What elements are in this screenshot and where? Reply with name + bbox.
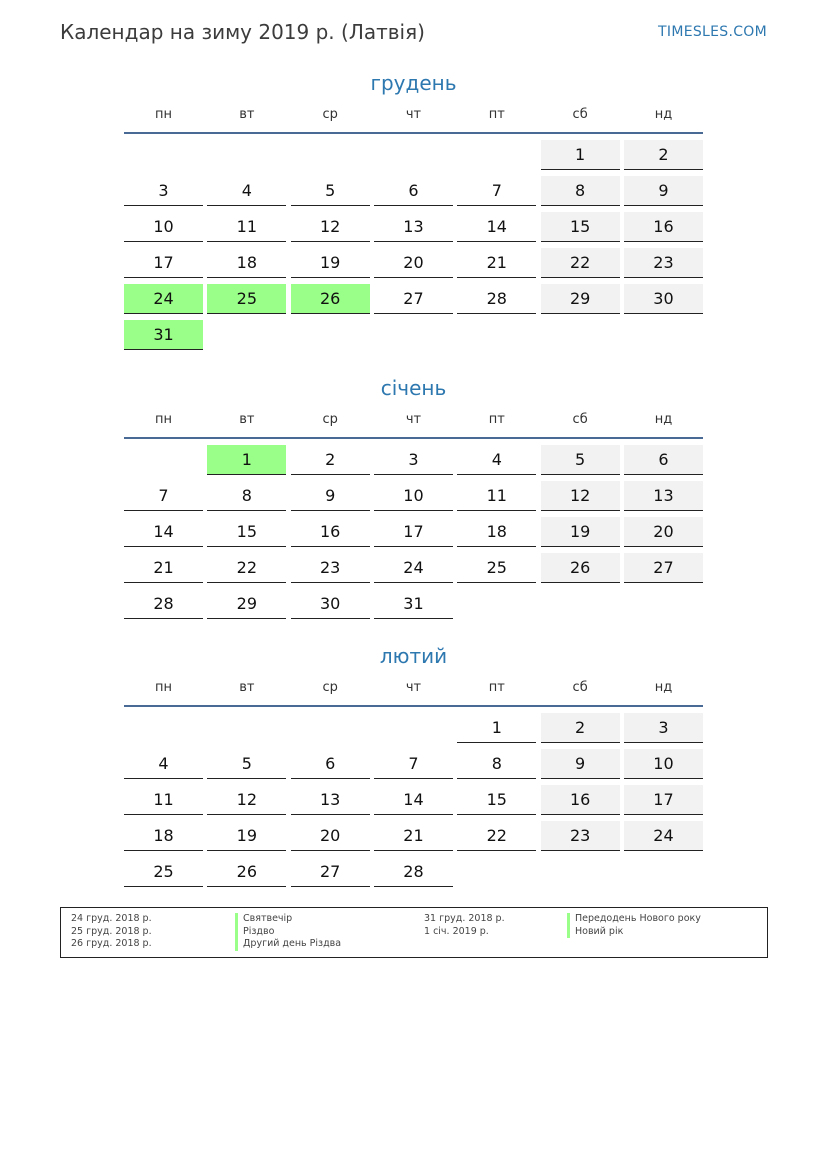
empty-cell	[291, 140, 370, 170]
day-grid	[124, 140, 703, 350]
weekday-label: ср	[322, 680, 338, 695]
weekday-label: чт	[405, 412, 422, 427]
weekday-label: сб	[572, 680, 588, 695]
day-cell: 19	[541, 517, 620, 547]
day-cell: 18	[207, 248, 286, 278]
empty-cell	[374, 713, 453, 743]
month-january	[124, 373, 703, 619]
day-cell: 1	[207, 445, 286, 475]
day-cell: 29	[541, 284, 620, 314]
day-cell: 26	[541, 553, 620, 583]
day-cell: 24	[624, 821, 703, 851]
month-title: лютий	[379, 644, 448, 668]
empty-cell	[124, 140, 203, 170]
day-cell: 21	[374, 821, 453, 851]
day-cell: 1	[457, 713, 536, 743]
weekday-label: пн	[155, 107, 172, 122]
day-cell: 3	[124, 176, 203, 206]
day-cell: 12	[207, 785, 286, 815]
weekday-label: ср	[322, 107, 338, 122]
day-cell: 17	[374, 517, 453, 547]
day-cell: 5	[541, 445, 620, 475]
day-cell: 20	[374, 248, 453, 278]
day-cell: 30	[291, 589, 370, 619]
day-cell: 7	[374, 749, 453, 779]
day-cell: 10	[624, 749, 703, 779]
legend-name: Святвечір	[235, 913, 341, 926]
day-cell: 16	[541, 785, 620, 815]
day-cell: 7	[457, 176, 536, 206]
day-cell: 12	[541, 481, 620, 511]
day-cell: 21	[457, 248, 536, 278]
weekday-header	[124, 677, 703, 707]
day-cell: 20	[624, 517, 703, 547]
legend-dates-right	[424, 913, 505, 938]
day-cell: 5	[207, 749, 286, 779]
month-title: грудень	[370, 71, 457, 95]
weekday-label: пн	[155, 680, 172, 695]
day-cell: 10	[124, 212, 203, 242]
day-cell: 26	[291, 284, 370, 314]
day-cell: 8	[541, 176, 620, 206]
weekday-header	[124, 409, 703, 439]
day-cell: 20	[291, 821, 370, 851]
day-cell: 6	[291, 749, 370, 779]
weekday-label: нд	[654, 107, 673, 122]
empty-cell	[207, 140, 286, 170]
day-cell: 15	[457, 785, 536, 815]
day-cell: 8	[207, 481, 286, 511]
day-cell: 24	[374, 553, 453, 583]
day-cell: 8	[457, 749, 536, 779]
day-cell: 22	[207, 553, 286, 583]
day-cell: 25	[207, 284, 286, 314]
day-cell: 9	[291, 481, 370, 511]
day-cell: 1	[541, 140, 620, 170]
day-cell: 11	[124, 785, 203, 815]
page-title: Календар на зиму 2019 р. (Латвія)	[60, 20, 425, 44]
empty-cell	[124, 445, 203, 475]
day-cell: 11	[207, 212, 286, 242]
weekday-label: пт	[488, 107, 505, 122]
weekday-label: вт	[239, 412, 255, 427]
day-cell: 27	[374, 284, 453, 314]
day-cell: 9	[541, 749, 620, 779]
day-cell: 21	[124, 553, 203, 583]
legend-dates-left	[71, 913, 152, 951]
day-cell: 23	[291, 553, 370, 583]
day-cell: 7	[124, 481, 203, 511]
day-cell: 13	[624, 481, 703, 511]
month-title: січень	[380, 376, 447, 400]
empty-cell	[291, 713, 370, 743]
empty-cell	[374, 140, 453, 170]
day-cell: 27	[624, 553, 703, 583]
holiday-legend	[60, 907, 768, 958]
weekday-label: вт	[239, 680, 255, 695]
weekday-header	[124, 104, 703, 134]
day-cell: 25	[124, 857, 203, 887]
day-cell: 24	[124, 284, 203, 314]
month-february	[124, 641, 703, 887]
day-cell: 19	[207, 821, 286, 851]
weekday-label: нд	[654, 680, 673, 695]
day-cell: 19	[291, 248, 370, 278]
day-cell: 4	[124, 749, 203, 779]
day-cell: 17	[124, 248, 203, 278]
day-cell: 28	[457, 284, 536, 314]
day-cell: 15	[207, 517, 286, 547]
legend-names-left	[235, 913, 341, 951]
day-cell: 22	[541, 248, 620, 278]
weekday-label: пт	[488, 412, 505, 427]
day-cell: 14	[124, 517, 203, 547]
day-cell: 3	[624, 713, 703, 743]
day-cell: 6	[374, 176, 453, 206]
weekday-label: ср	[322, 412, 338, 427]
day-cell: 4	[207, 176, 286, 206]
day-cell: 25	[457, 553, 536, 583]
weekday-label: сб	[572, 107, 588, 122]
legend-date: 1 січ. 2019 р.	[424, 925, 489, 937]
legend-date: 31 груд. 2018 р.	[424, 913, 505, 924]
weekday-label: пн	[155, 412, 172, 427]
legend-date: 24 груд. 2018 р.	[71, 913, 152, 924]
month-december	[124, 68, 703, 350]
day-cell: 2	[541, 713, 620, 743]
day-cell: 31	[374, 589, 453, 619]
day-cell: 31	[124, 320, 203, 350]
legend-date: 26 груд. 2018 р.	[71, 938, 152, 949]
empty-cell	[124, 713, 203, 743]
day-cell: 3	[374, 445, 453, 475]
day-cell: 14	[374, 785, 453, 815]
day-cell: 12	[291, 212, 370, 242]
weekday-label: сб	[572, 412, 588, 427]
legend-date: 25 груд. 2018 р.	[71, 925, 152, 937]
day-cell: 22	[457, 821, 536, 851]
weekday-label: нд	[654, 412, 673, 427]
day-cell: 14	[457, 212, 536, 242]
day-cell: 16	[291, 517, 370, 547]
day-cell: 10	[374, 481, 453, 511]
day-cell: 18	[457, 517, 536, 547]
day-cell: 13	[291, 785, 370, 815]
day-cell: 28	[124, 589, 203, 619]
empty-cell	[207, 713, 286, 743]
weekday-label: чт	[405, 680, 422, 695]
day-cell: 23	[541, 821, 620, 851]
weekday-label: пт	[488, 680, 505, 695]
day-cell: 9	[624, 176, 703, 206]
legend-name: Новий рік	[567, 926, 701, 939]
day-cell: 28	[374, 857, 453, 887]
day-cell: 15	[541, 212, 620, 242]
day-cell: 6	[624, 445, 703, 475]
day-grid	[124, 713, 703, 887]
day-cell: 23	[624, 248, 703, 278]
day-cell: 27	[291, 857, 370, 887]
legend-name: Другий день Різдва	[235, 938, 341, 951]
day-cell: 13	[374, 212, 453, 242]
day-cell: 17	[624, 785, 703, 815]
day-cell: 2	[291, 445, 370, 475]
day-cell: 29	[207, 589, 286, 619]
brand-link[interactable]: TIMESLES.COM	[658, 24, 767, 40]
weekday-label: вт	[239, 107, 255, 122]
day-cell: 4	[457, 445, 536, 475]
day-cell: 11	[457, 481, 536, 511]
day-cell: 18	[124, 821, 203, 851]
day-cell: 16	[624, 212, 703, 242]
legend-name: Передодень Нового року	[567, 913, 701, 926]
legend-name: Різдво	[235, 926, 341, 939]
day-cell: 5	[291, 176, 370, 206]
weekday-label: чт	[405, 107, 422, 122]
empty-cell	[457, 140, 536, 170]
day-grid	[124, 445, 703, 619]
day-cell: 30	[624, 284, 703, 314]
day-cell: 26	[207, 857, 286, 887]
legend-names-right	[567, 913, 701, 938]
day-cell: 2	[624, 140, 703, 170]
